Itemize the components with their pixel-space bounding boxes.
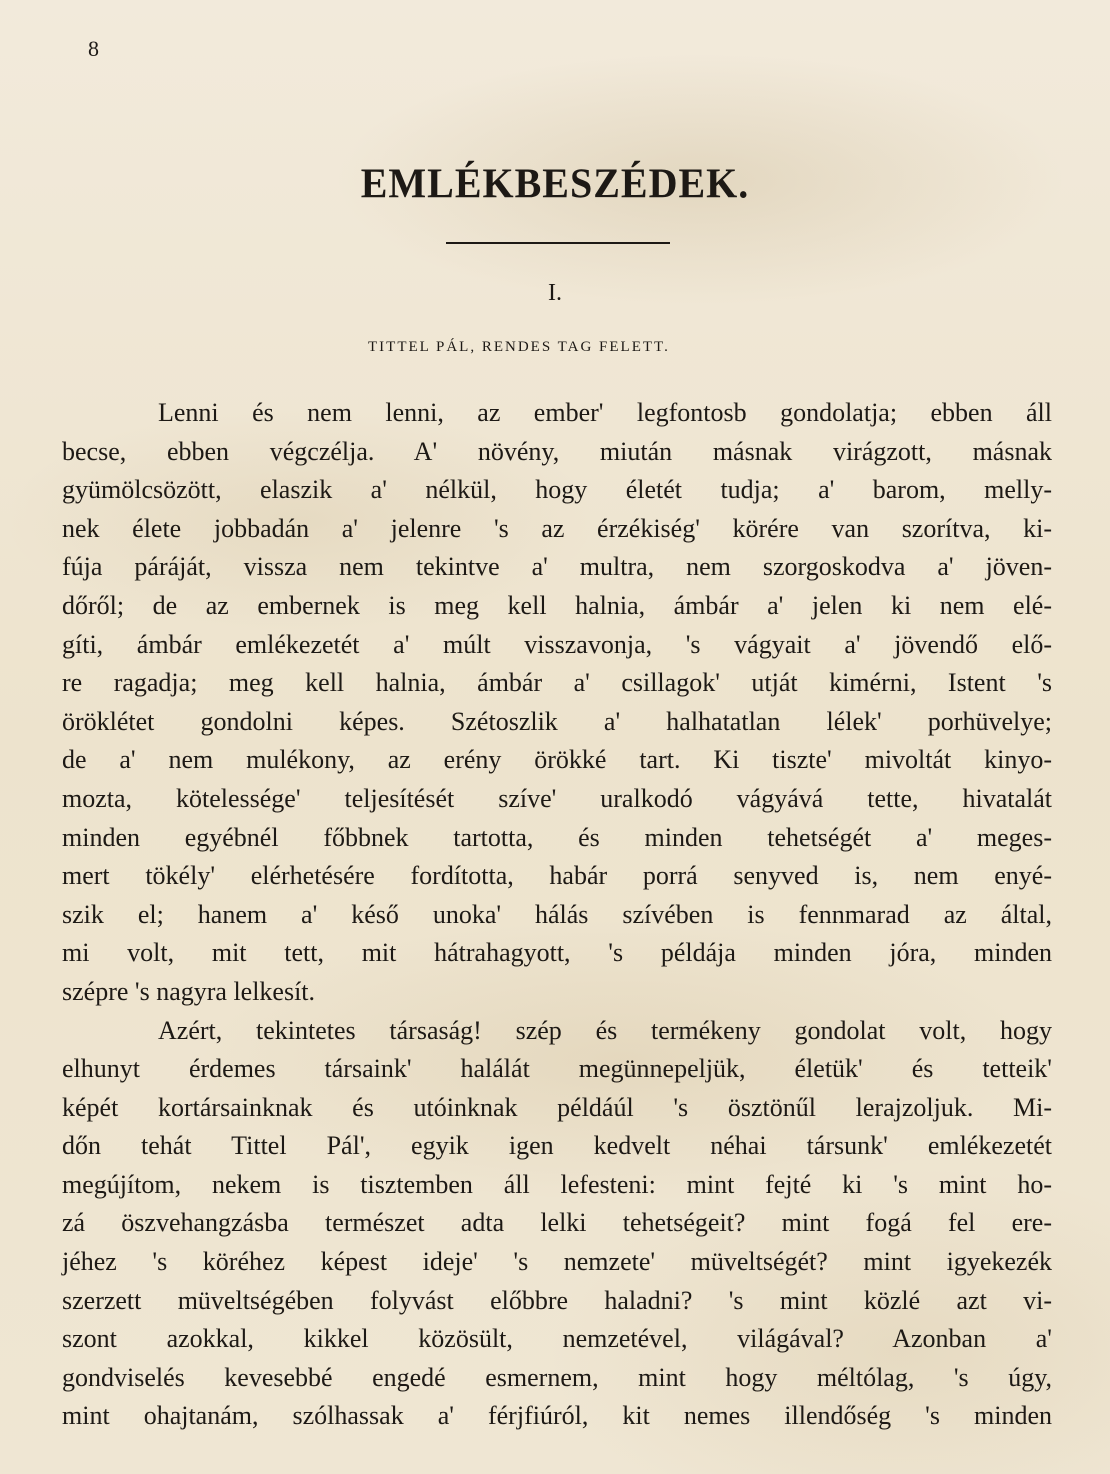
text-line: mozta, kötelessége' teljesítését szíve' uralkodó vágyává tette, hivatalát — [62, 783, 1052, 813]
paragraph-1 — [62, 394, 1052, 1012]
text-line: szépre 's nagyra lelkesít. — [62, 976, 316, 1006]
title-rule — [446, 242, 670, 244]
text-line: mint ohajtanám, szólhassak a' férjfiúról, kit nemes illendőség 's minden — [62, 1401, 1052, 1431]
text-line: Azért, tekintetes társaság! szép és termékeny gondolat volt, hogy — [158, 1015, 1052, 1045]
chapter-title: EMLÉKBESZÉDEK. — [360, 159, 750, 208]
text-line: dőről; de az embernek is meg kell halnia, ámbár a' jelen ki nem elé- — [62, 590, 1052, 620]
text-line: fúja páráját, vissza nem tekintve a' multra, nem szorgoskodva a' jöven- — [62, 552, 1052, 582]
text-line: Lenni és nem lenni, az ember' legfontosb gondolatja; ebben áll — [158, 398, 1052, 427]
text-line: szont azokkal, kikkel közösült, nemzetével, világával? Azonban a' — [62, 1324, 1052, 1354]
text-line: gondviselés kevesebbé engedé esmernem, mint hogy méltólag, 's úgy, — [62, 1362, 1052, 1392]
text-line: gíti, ámbár emlékezetét a' múlt visszavonja, 's vágyait a' jövendő elő- — [62, 629, 1052, 659]
section-number: I. — [548, 280, 562, 306]
text-line: zá öszvehangzásba természet adta lelki tehetségeit? mint fogá fel ere- — [62, 1208, 1052, 1238]
text-line: öröklétet gondolni képes. Szétoszlik a' halhatatlan lélek' porhüvelye; — [62, 706, 1052, 736]
text-line: megújítom, nekem is tisztemben áll lefesteni: mint fejté ki 's mint ho- — [62, 1169, 1052, 1199]
section-subtitle: TITTEL PÁL, RENDES TAG FELETT. — [368, 339, 670, 355]
page-number: 8 — [88, 36, 99, 61]
paragraph-2 — [62, 1012, 1052, 1437]
text-line: minden egyébnél főbbnek tartotta, és minden tehetségét a' meges- — [62, 822, 1052, 852]
body-text — [62, 394, 1052, 1436]
text-line: mert tökély' elérhetésére fordította, habár porrá senyved is, nem enyé- — [62, 861, 1052, 891]
text-line: képét kortársainknak és utóinknak példáúl 's ösztönűl lerajzoljuk. Mi- — [62, 1092, 1052, 1122]
text-line: nek élete jobbadán a' jelenre 's az érzékiség' körére van szorítva, ki- — [62, 513, 1052, 543]
text-line: szerzett müveltségében folyvást előbbre haladni? 's mint közlé azt vi- — [62, 1285, 1052, 1315]
text-line: jéhez 's köréhez képest ideje' 's nemzete' müveltségét? mint igyekezék — [62, 1247, 1052, 1277]
text-line: mi volt, mit tett, mit hátrahagyott, 's példája minden jóra, minden — [62, 938, 1052, 968]
text-line: de a' nem mulékony, az erény örökké tart. Ki tiszte' mivoltát kinyo- — [62, 745, 1052, 775]
text-line: becse, ebben végczélja. A' növény, miután másnak virágzott, másnak — [62, 436, 1052, 466]
text-line: szik el; hanem a' késő unoka' hálás szívében is fennmarad az által, — [62, 899, 1052, 929]
text-line: re ragadja; meg kell halnia, ámbár a' csillagok' utját kimérni, Istent 's — [62, 668, 1052, 698]
text-line: elhunyt érdemes társaink' halálát megünnepeljük, életük' és tetteik' — [62, 1054, 1052, 1084]
text-line: gyümölcsözött, elaszik a' nélkül, hogy életét tudja; a' barom, melly- — [62, 475, 1052, 505]
text-line: dőn tehát Tittel Pál', egyik igen kedvelt néhai társunk' emlékezetét — [62, 1131, 1052, 1161]
